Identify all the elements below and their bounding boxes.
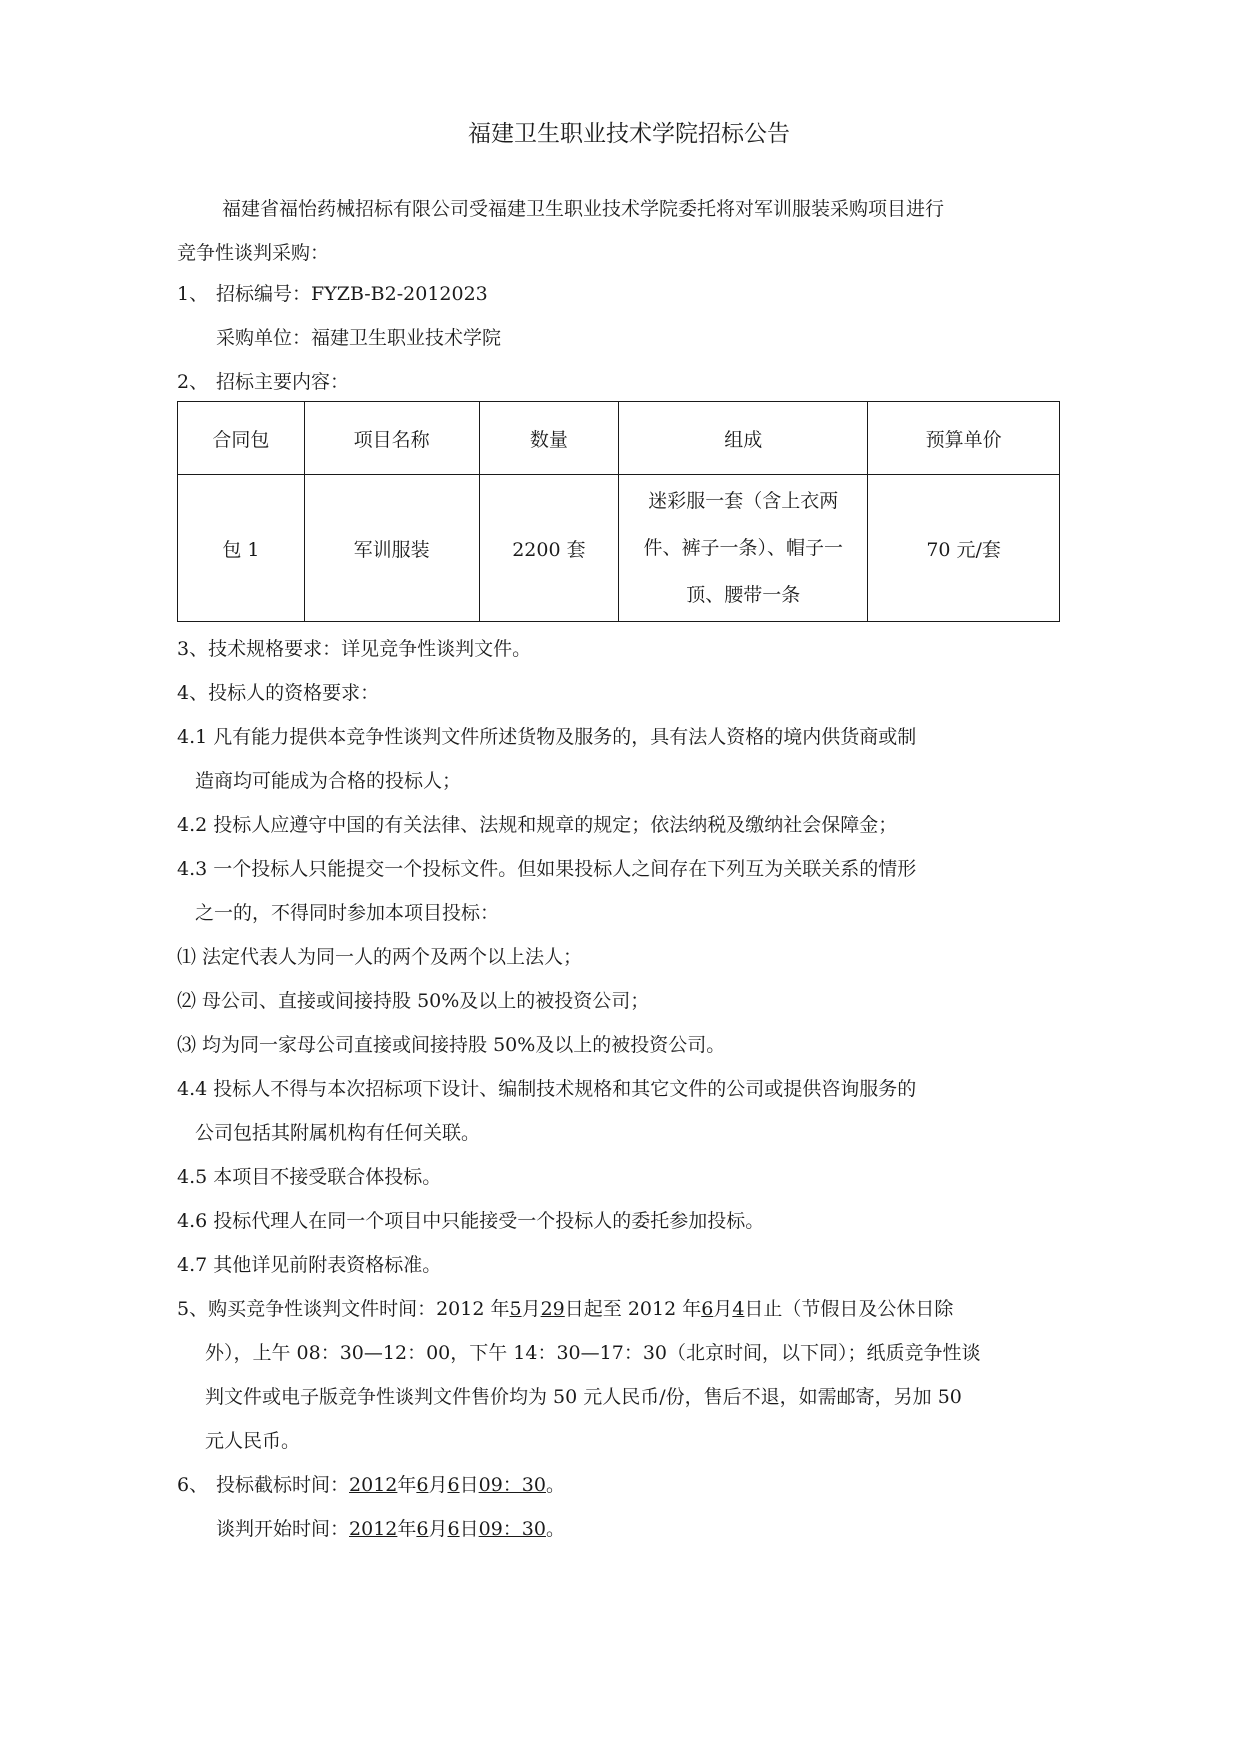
item5-line-4: 元人民币。 [205, 1430, 301, 1452]
q45-line: 4.5 本项目不接受联合体投标。 [177, 1166, 442, 1188]
item3-line: 3、技术规格要求：详见竞争性谈判文件。 [177, 638, 532, 660]
table-row [178, 475, 1060, 622]
bid-number-value: FYZB-B2-2012023 [311, 283, 488, 305]
cell-name: 军训服装 [304, 475, 479, 622]
cell-package: 包 1 [178, 475, 305, 622]
item4-line: 4、投标人的资格要求： [177, 682, 380, 704]
composition-text: 迷彩服一套（含上衣两 件、裤子一条）、帽子一 顶、腰带一条 [643, 489, 844, 606]
bid-number-label: 招标编号：FYZB-B2-2012023 [216, 283, 488, 305]
item1-number: 1、 [177, 283, 209, 305]
bid-deadline-line: 投标截标时间：2012年6月6日09：30。 [216, 1474, 565, 1496]
purchase-start-day: 29 [540, 1298, 565, 1320]
item5-line-3: 判文件或电子版竞争性谈判文件售价均为 50 元人民币/份，售后不退，如需邮寄，另加 50 [205, 1386, 962, 1408]
sub-item-2: ⑵ 母公司、直接或间接持股 50%及以上的被投资公司； [177, 990, 650, 1012]
item5-line-1: 5、购买竞争性谈判文件时间：2012 年5月29日起至 2012 年6月4日止（节假日及公休日除 [177, 1298, 954, 1320]
bid-content-table [177, 401, 1060, 622]
sub-item-1: ⑴ 法定代表人为同一人的两个及两个以上法人； [177, 946, 583, 968]
cell-composition [619, 475, 868, 622]
cell-qty: 2200 套 [479, 475, 619, 622]
q41-line-2: 造商均可能成为合格的投标人； [195, 770, 462, 792]
table-header-row [178, 402, 1060, 475]
header-composition: 组成 [619, 402, 868, 475]
page-title: 福建卫生职业技术学院招标公告 [468, 121, 790, 147]
q43-line-1: 4.3 一个投标人只能提交一个投标文件。但如果投标人之间存在下列互为关联关系的情形 [177, 858, 917, 880]
purchase-end-month: 6 [701, 1298, 714, 1320]
item2-number: 2、 [177, 371, 209, 393]
intro-line-2: 竞争性谈判采购： [177, 242, 330, 264]
q44-line-2: 公司包括其附属机构有任何关联。 [195, 1122, 481, 1144]
header-name: 项目名称 [304, 402, 479, 475]
q44-line-1: 4.4 投标人不得与本次招标项下设计、编制技术规格和其它文件的公司或提供咨询服务的 [177, 1078, 917, 1100]
item5-line-2: 外），上午 08：30—12：00，下午 14：30—17：30（北京时间，以下同）；纸质竞争性谈 [205, 1342, 981, 1364]
cell-price: 70 元/套 [868, 475, 1060, 622]
q47-line: 4.7 其他详见前附表资格标准。 [177, 1254, 442, 1276]
purchaser-line: 采购单位：福建卫生职业技术学院 [216, 327, 502, 349]
q46-line: 4.6 投标代理人在同一个项目中只能接受一个投标人的委托参加投标。 [177, 1210, 765, 1232]
negotiation-start-line: 谈判开始时间：2012年6月6日09：30。 [216, 1518, 565, 1540]
purchase-end-day: 4 [732, 1298, 745, 1320]
item2-label: 招标主要内容： [216, 371, 350, 393]
item6-number: 6、 [177, 1474, 209, 1496]
q41-line-1: 4.1 凡有能力提供本竞争性谈判文件所述货物及服务的，具有法人资格的境内供货商或制 [177, 726, 917, 748]
intro-line-1: 福建省福怡药械招标有限公司受福建卫生职业技术学院委托将对军训服装采购项目进行 [222, 198, 945, 220]
sub-item-3: ⑶ 均为同一家母公司直接或间接持股 50%及以上的被投资公司。 [177, 1034, 726, 1056]
header-package: 合同包 [178, 402, 305, 475]
header-price: 预算单价 [868, 402, 1060, 475]
q43-line-2: 之一的，不得同时参加本项目投标： [195, 902, 500, 924]
header-qty: 数量 [479, 402, 619, 475]
q42-line: 4.2 投标人应遵守中国的有关法律、法规和规章的规定；依法纳税及缴纳社会保障金； [177, 814, 898, 836]
purchase-start-month: 5 [509, 1298, 522, 1320]
